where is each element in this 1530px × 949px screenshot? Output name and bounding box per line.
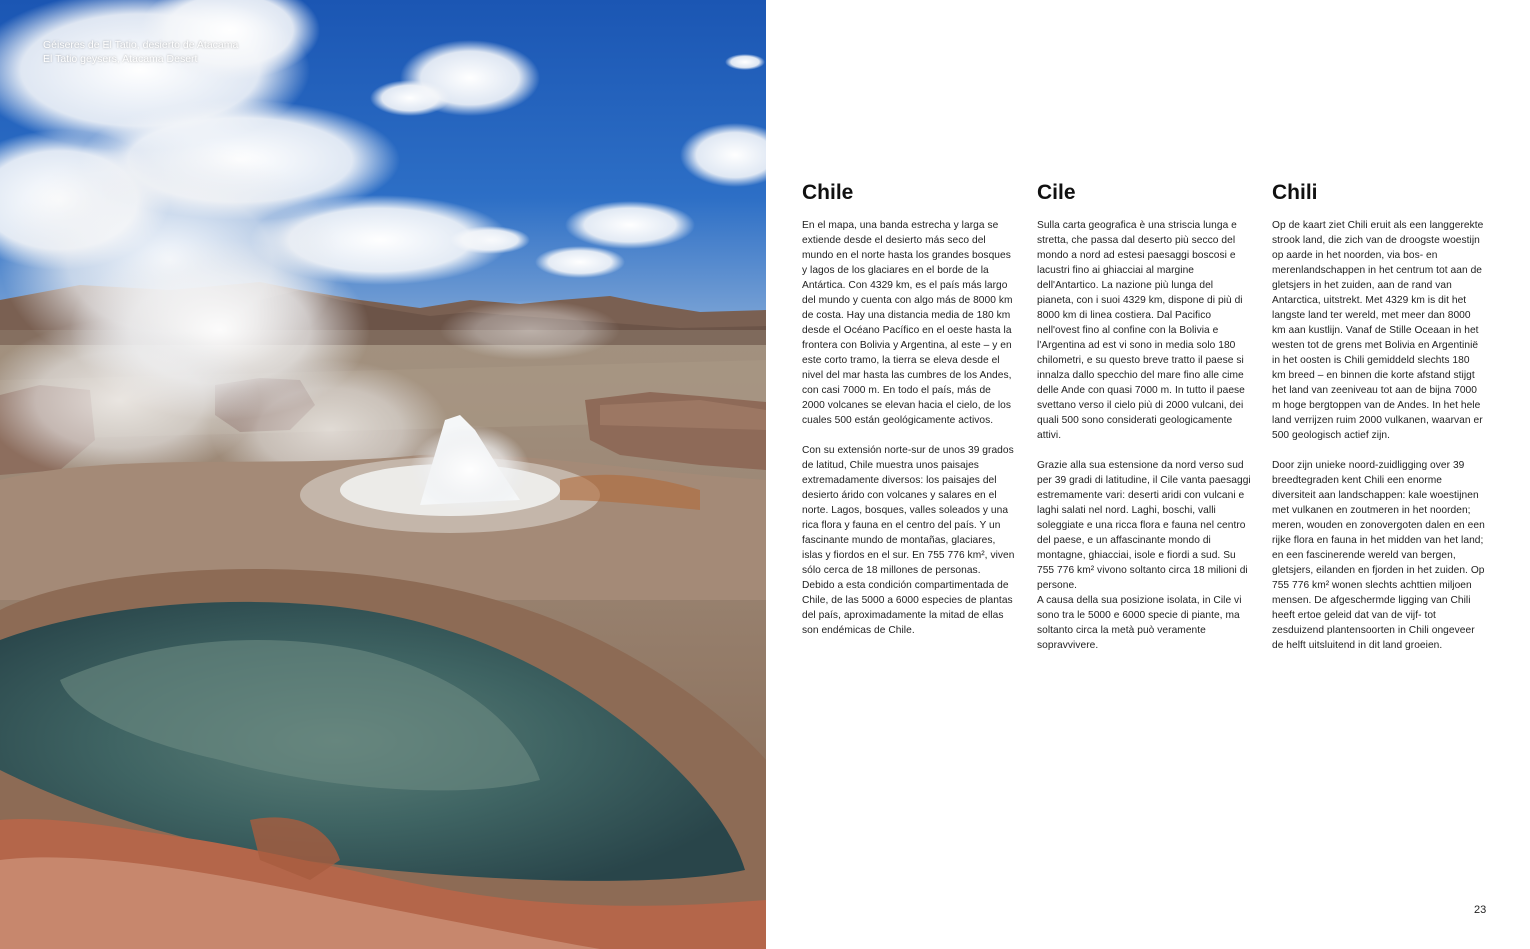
italian-paragraph-1: Sulla carta geografica è una striscia lunga e stretta, che passa dal deserto più secco del mondo a nord ad estesi paesaggi boscosi e lacustri fino ai ghiacciai al margine dell'Antartico. La nazione più lunga del pianeta, con i suoi 4329 km, dispone di più di 8000 km di linea costiera. Dal Pacifico nell'ovest fino al confine con la Bolivia e l'Argentina ad est vi sono in media solo 180 chilometri, e su questo breve tratto il paese si innalza dallo specchio del mare fino alle cime delle Ande con quasi 7000 m. In tutto il paese svettano verso il cielo più di 2000 vulcani, dei quali 500 sono considerati geologicamente attivi.	[1037, 220, 1245, 441]
dutch-column	[1272, 178, 1486, 668]
spanish-column	[802, 178, 1016, 653]
dutch-paragraph-2: Door zijn unieke noord-zuidligging over 39 breedtegraden kent Chili een enorme diversiteit aan landschappen: kale woestijnen met vulkanen en zoutmeren in het noorden; meren, wouden en zonovergoten dalen en een rijke flora en fauna in het midden van het land; en een fascinerende wereld van bergen, gletsjers, eilanden en fjorden in het zuiden. Op 755 776 km² wonen slechts achttien miljoen mensen. De afgeschermde ligging van Chili heeft ertoe geleid dat van de vijf- tot zesduizend plantensoorten in Chili ongeveer de helft uitsluitend in dit land groeien.	[1272, 460, 1485, 651]
italian-paragraph-2: Grazie alla sua estensione da nord verso sud per 39 gradi di latitudine, il Cile vanta paesaggi estremamente vari: deserti aridi con vulcani e laghi salati nel nord. Laghi, boschi, valli soleggiate e una ricca flora e fauna nel centro del paese, e un affascinante mondo di montagne, ghiacciai, isole e fiordi a sud. Su 755 776 km² vivono soltanto circa 18 milioni di persone.	[1037, 460, 1251, 591]
caption-spanish: Géiseres de El Tatio, desierto de Atacama	[43, 39, 239, 51]
italian-title: Cile	[1037, 181, 1076, 204]
spanish-title: Chile	[802, 181, 854, 204]
italian-paragraph-3: A causa della sua posizione isolata, in Cile vi sono tra le 5000 e 6000 specie di piante, ma soltanto circa la metà può veramente sopravvivere.	[1037, 595, 1242, 651]
spanish-paragraph-1: En el mapa, una banda estrecha y larga se extiende desde el desierto más seco del mundo en el norte hasta los grandes bosques y lagos de los glaciares en el borde de la Antártica. Con 4329 km, es el país más largo del mundo y cuenta con algo más de 8000 km de costa. Hay una distancia media de 180 km desde el Océano Pacífico en el oeste hasta la frontera con Bolivia y Argentina, al este – y en este corto tramo, la tierra se eleva desde el nivel del mar hasta las cumbres de los Andes, con casi 7000 m. En todo el país, más de 2000 volcanes se elevan hacia el cielo, de los cuales 500 están geológicamente activos.	[802, 220, 1013, 426]
photo-caption	[43, 38, 238, 66]
spanish-paragraph-2: Con su extensión norte-sur de unos 39 grados de latitud, Chile muestra unos paisajes extremadamente diversos: los paisajes del desierto árido con volcanes y salares en el norte. Lagos, bosques, valles soleados y una rica flora y fauna en el centro del país. Y un fascinante mundo de montañas, glaciares, islas y fiordos en el sur. En 755 776 km², viven sólo cerca de 18 millones de personas. Debido a esta condición compartimentada de Chile, de las 5000 a 6000 especies de plantas del país, aproximadamente la mitad de ellas son endémicas de Chile.	[802, 445, 1015, 636]
dutch-paragraph-1: Op de kaart ziet Chili eruit als een langgerekte strook land, die zich van de droogste woestijn op aarde in het noorden, via bos- en merenlandschappen in het centrum tot aan de gletsjers in het zuiden, aan de rand van Antarctica, uitstrekt. Met 4329 km is dit het langste land ter wereld, met meer dan 8000 km aan kustlijn. Vanaf de Stille Oceaan in het westen tot de grens met Bolivia en Argentinië in het oosten is Chili gemiddeld slechts 180 km breed – en binnen die korte afstand stijgt het land van zeeniveau tot aan de bijna 7000 m hoge bergtoppen van de Andes. In het hele land verrijzen ruim 2000 vulkanen, waarvan er 500 geologisch actief zijn.	[1272, 220, 1484, 441]
dutch-title: Chili	[1272, 181, 1318, 204]
italian-column	[1037, 178, 1251, 668]
caption-english: El Tatio geysers, Atacama Desert	[43, 53, 198, 65]
page-number: 23	[1474, 904, 1487, 916]
